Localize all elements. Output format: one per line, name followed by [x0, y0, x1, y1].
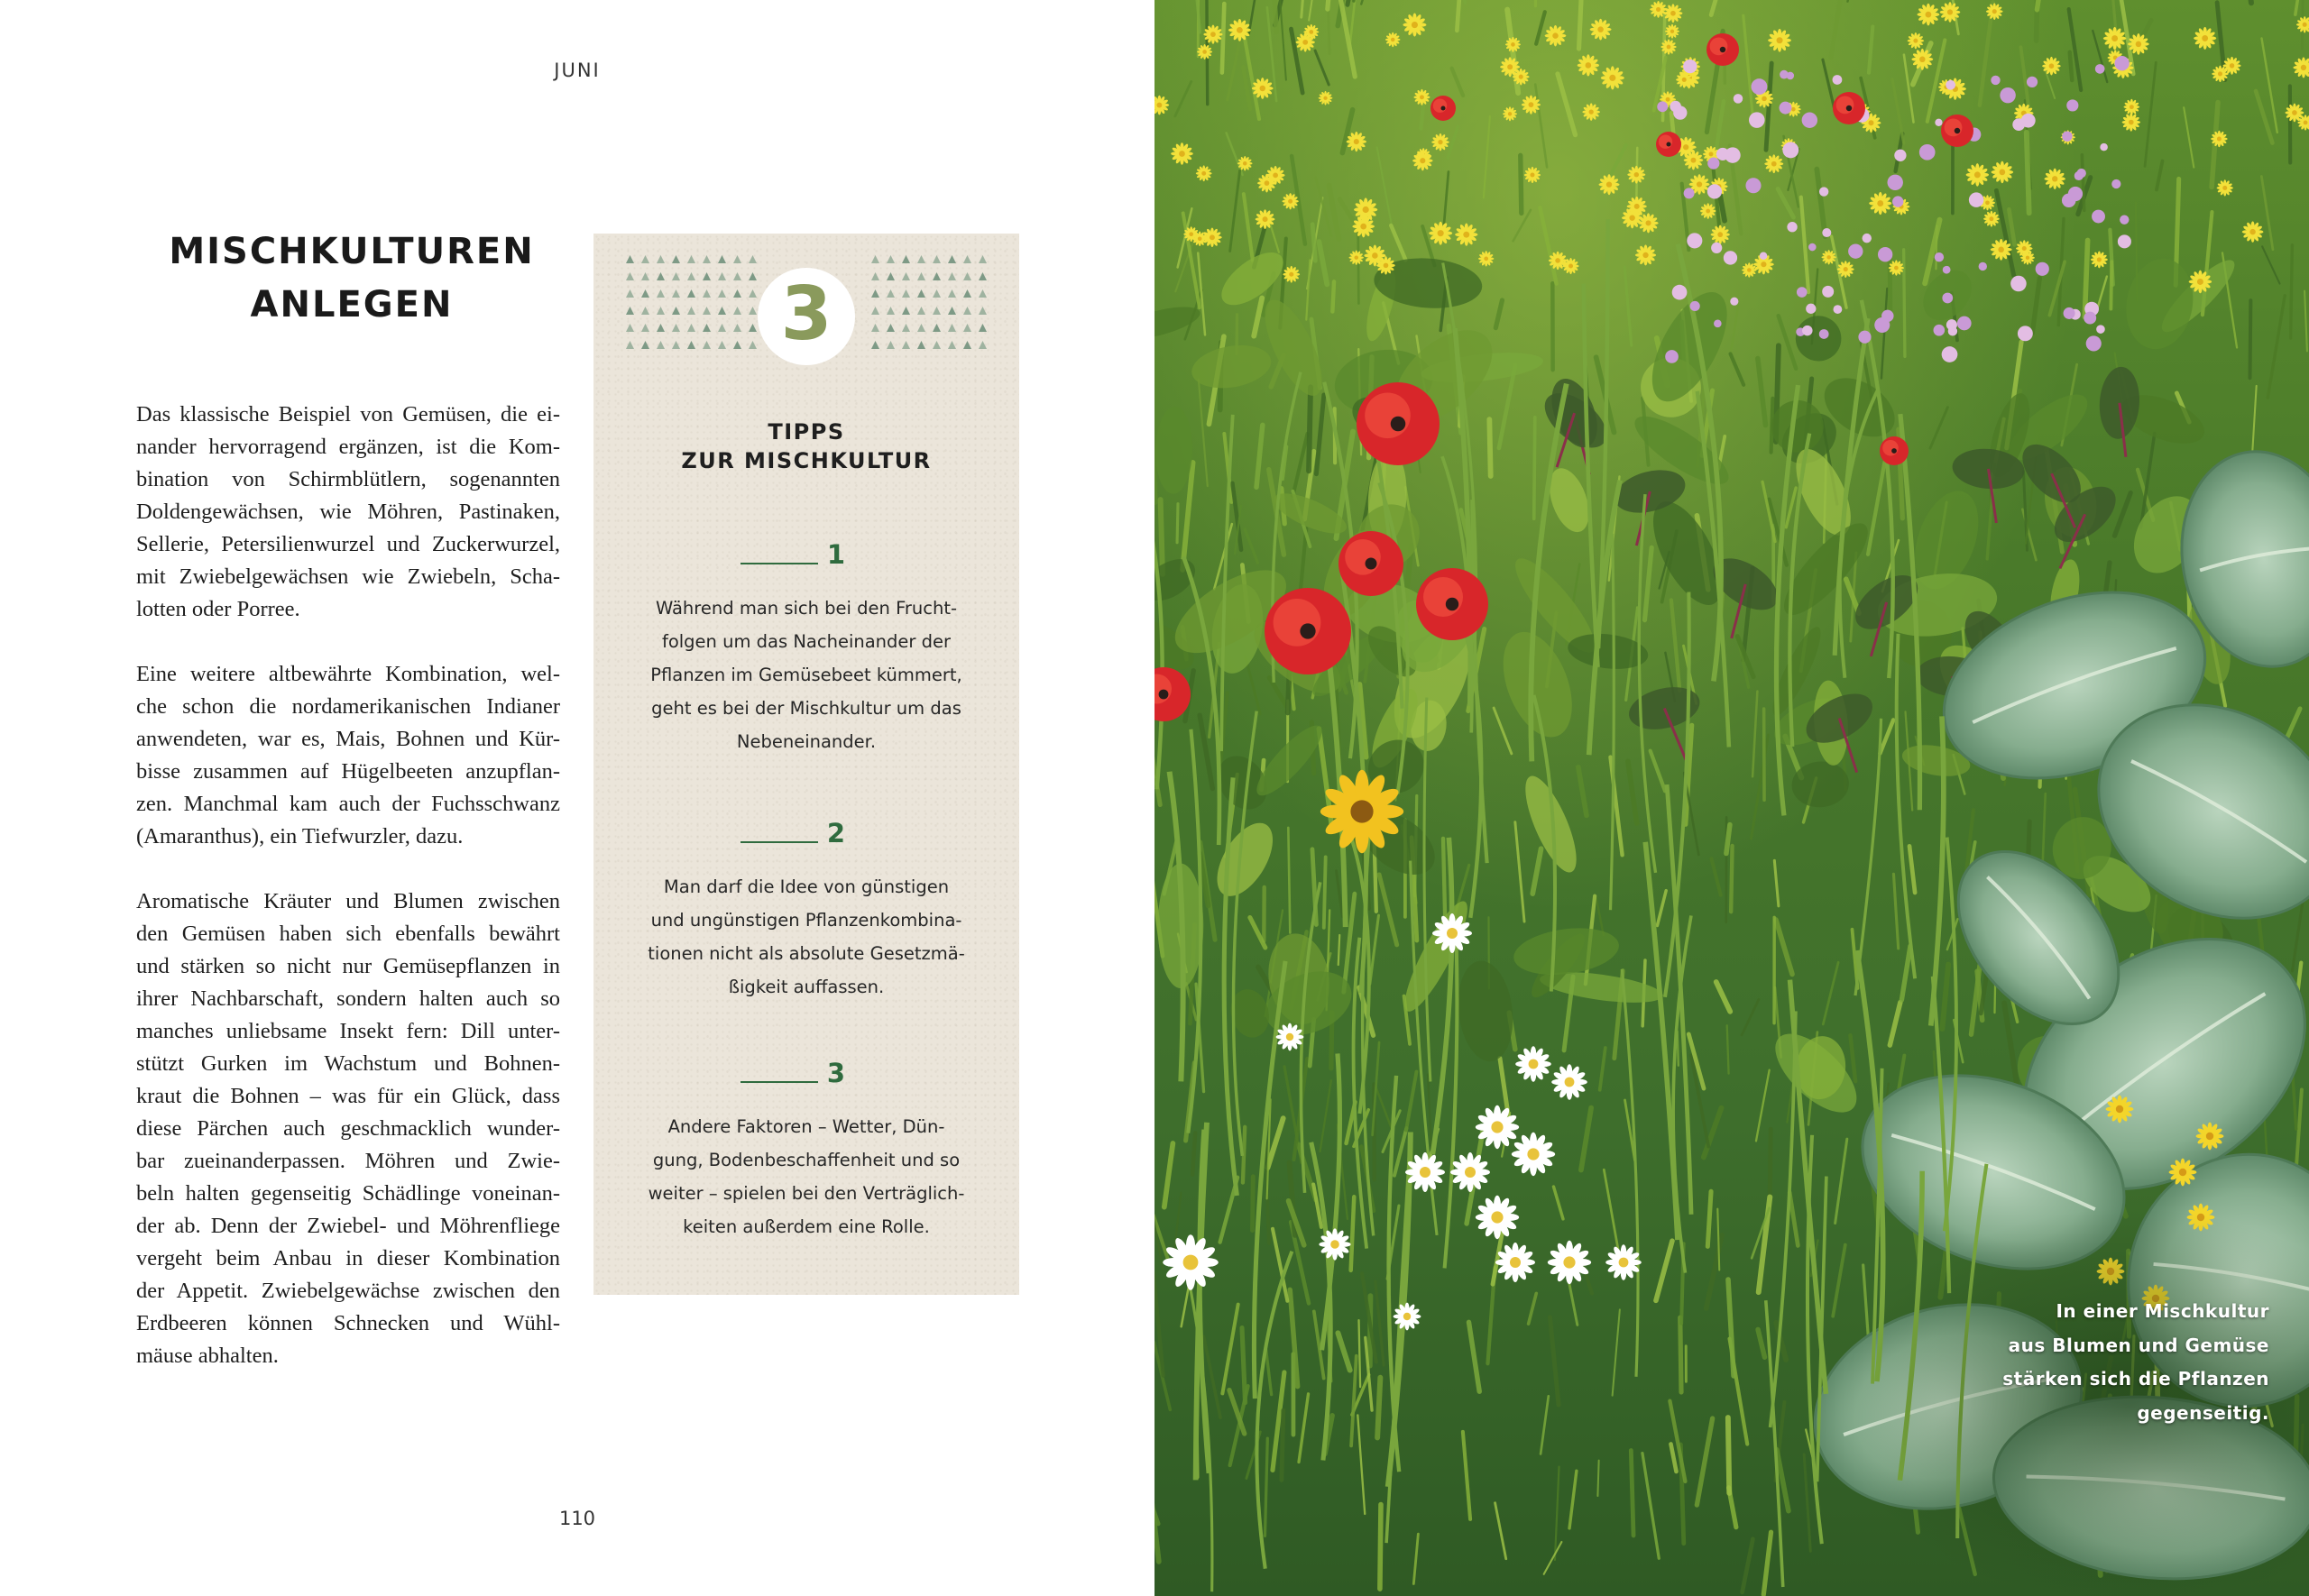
triangle-mark	[979, 307, 987, 315]
triangle-mark	[917, 289, 925, 298]
left-page	[0, 0, 1154, 1596]
tips-title	[593, 417, 1019, 475]
text-line: mäuse abhalten.	[136, 1344, 279, 1368]
triangle-mark	[626, 272, 634, 280]
caption-line: aus Blumen und Gemüse	[2008, 1334, 2269, 1356]
tip-1	[630, 534, 983, 758]
triangle-mark	[687, 255, 695, 263]
triangle-mark	[641, 307, 649, 315]
caption-line: stärken sich die Pflanzen	[2002, 1368, 2269, 1390]
triangle-mark	[626, 255, 634, 263]
triangle-mark	[902, 255, 910, 263]
triangle-mark	[902, 341, 910, 349]
text-line: nander hervorragend ergänzen, ist die Kom-	[136, 435, 560, 459]
triangle-mark	[626, 324, 634, 332]
text-line: der ab. Denn der Zwiebel- und Möhrenfliege	[136, 1214, 560, 1238]
triangle-mark	[917, 255, 925, 263]
triangle-mark	[902, 324, 910, 332]
triangle-mark	[871, 324, 879, 332]
text-line: lotten oder Porree.	[136, 597, 300, 621]
triangle-mark	[902, 289, 910, 298]
triangle-mark	[687, 307, 695, 315]
triangle-mark	[887, 272, 895, 280]
triangle-mark	[933, 289, 941, 298]
caption-line: In einer Mischkultur	[2056, 1300, 2269, 1322]
triangle-mark	[933, 272, 941, 280]
badge-number: 3	[780, 271, 833, 357]
text-line: und stärken so nicht nur Gemüsepflanzen in	[136, 954, 560, 978]
triangle-mark	[703, 289, 711, 298]
triangle-mark	[641, 289, 649, 298]
tip-line: weiter – spielen bei den Verträglich-	[648, 1183, 965, 1204]
tip-line: geht es bei der Mischkultur um das	[651, 698, 961, 719]
tip-rule	[741, 1081, 818, 1083]
paragraph-1	[136, 399, 560, 626]
text-line: den Gemüsen haben sich ebenfalls bewährt	[136, 922, 560, 946]
triangle-mark	[733, 255, 741, 263]
triangle-mark	[933, 324, 941, 332]
triangle-mark	[641, 272, 649, 280]
triangle-mark	[948, 255, 956, 263]
text-line: bar zueinanderpassen. Möhren und Zwie-	[136, 1149, 560, 1173]
triangle-mark	[626, 341, 634, 349]
text-line: Erdbeeren können Schnecken und Wühl-	[136, 1311, 560, 1335]
triangle-mark	[672, 307, 680, 315]
triangle-mark	[657, 255, 665, 263]
text-line: diese Pärchen auch geschmacklich wunder-	[136, 1116, 560, 1141]
paragraph-2	[136, 658, 560, 853]
tip-text	[630, 870, 983, 1004]
triangle-mark	[626, 289, 634, 298]
tip-line: gung, Bodenbeschaffenheit und so	[652, 1150, 961, 1170]
triangle-mark	[703, 341, 711, 349]
text-line: zen. Manchmal kam auch der Fuchsschwanz	[136, 792, 560, 816]
triangle-mark	[948, 307, 956, 315]
tip-line: Während man sich bei den Frucht-	[655, 598, 958, 619]
triangle-mark	[703, 324, 711, 332]
photo-caption	[1890, 1295, 2269, 1430]
tip-number: 3	[826, 1058, 846, 1088]
tip-line: Man darf die Idee von günstigen	[663, 876, 950, 897]
article-title	[135, 225, 568, 332]
right-page	[1154, 0, 2309, 1596]
triangle-mark	[979, 255, 987, 263]
triangle-mark	[871, 255, 879, 263]
triangle-mark	[718, 341, 726, 349]
triangle-mark	[687, 341, 695, 349]
triangle-mark	[687, 324, 695, 332]
triangle-mark	[749, 255, 757, 263]
tip-3	[630, 1052, 983, 1243]
tip-line: folgen um das Nacheinander der	[661, 631, 952, 652]
triangle-mark	[749, 324, 757, 332]
triangle-mark	[733, 307, 741, 315]
triangle-mark	[657, 307, 665, 315]
text-line: mit Zwiebelgewächsen wie Zwiebeln, Scha-	[136, 564, 560, 589]
tip-line: keiten außerdem eine Rolle.	[683, 1216, 930, 1237]
text-line: anwendeten, war es, Mais, Bohnen und Kür-	[136, 727, 560, 751]
triangle-mark	[887, 341, 895, 349]
article-body	[136, 399, 560, 1405]
triangle-mark	[703, 307, 711, 315]
triangle-mark	[672, 324, 680, 332]
triangle-mark	[641, 341, 649, 349]
tip-2	[630, 812, 983, 1004]
tip-line: tionen nicht als absolute Gesetzmä-	[648, 943, 965, 964]
page-number: 110	[558, 1508, 596, 1529]
triangle-mark	[917, 272, 925, 280]
text-line: kraut die Bohnen – was für ein Glück, dass	[136, 1084, 560, 1108]
triangle-mark	[672, 255, 680, 263]
text-line: ihrer Nachbarschaft, sondern halten auch so	[136, 986, 560, 1011]
tip-number: 1	[826, 539, 846, 570]
title-line: ANLEGEN	[250, 284, 454, 326]
triangle-mark	[733, 324, 741, 332]
text-line: Aromatische Kräuter und Blumen zwischen	[136, 889, 560, 913]
triangle-mark	[687, 289, 695, 298]
tip-text	[630, 592, 983, 758]
triangle-mark	[657, 324, 665, 332]
text-line: Eine weitere altbewährte Kombination, wel-	[136, 662, 560, 686]
triangle-mark	[917, 307, 925, 315]
triangle-mark	[887, 324, 895, 332]
triangle-mark	[948, 272, 956, 280]
triangle-mark	[749, 289, 757, 298]
text-line: vergeht beim Anbau in dieser Kombination	[136, 1246, 560, 1270]
triangle-mark	[871, 341, 879, 349]
triangle-mark	[687, 272, 695, 280]
triangle-mark	[871, 289, 879, 298]
caption-line: gegenseitig.	[2137, 1401, 2269, 1424]
triangle-mark	[672, 272, 680, 280]
triangle-mark	[887, 307, 895, 315]
tip-text	[630, 1110, 983, 1243]
triangle-mark	[963, 341, 971, 349]
tip-rule	[741, 563, 818, 564]
triangle-mark	[733, 272, 741, 280]
triangle-mark	[733, 341, 741, 349]
triangle-mark	[979, 341, 987, 349]
triangle-mark	[626, 307, 634, 315]
triangle-mark	[963, 324, 971, 332]
triangle-mark	[917, 341, 925, 349]
triangle-mark	[902, 307, 910, 315]
triangle-mark	[718, 324, 726, 332]
triangle-mark	[902, 272, 910, 280]
triangle-mark	[979, 272, 987, 280]
text-line: che schon die nordamerikanischen Indianer	[136, 694, 560, 719]
triangle-mark	[963, 289, 971, 298]
tip-line: Nebeneinander.	[736, 731, 877, 752]
triangle-mark	[963, 255, 971, 263]
text-line: Doldengewächsen, wie Möhren, Pastinaken,	[136, 500, 560, 524]
triangle-mark	[963, 272, 971, 280]
text-line: beln halten gegenseitig Schädlinge voneinan-	[136, 1181, 560, 1206]
tip-line: Andere Faktoren – Wetter, Dün-	[667, 1116, 945, 1137]
triangle-mark	[871, 272, 879, 280]
triangle-mark	[887, 289, 895, 298]
number-badge	[758, 268, 855, 365]
tips-title-line: ZUR MISCHKULTUR	[681, 448, 932, 473]
triangle-mark	[887, 255, 895, 263]
triangle-mark	[948, 341, 956, 349]
triangle-mark	[963, 307, 971, 315]
triangle-mark	[657, 272, 665, 280]
text-line: stützt Gurken im Wachstum und Bohnen-	[136, 1051, 560, 1076]
tips-title-line: TIPPS	[768, 419, 845, 445]
triangle-mark	[933, 341, 941, 349]
tips-box	[593, 234, 1019, 1295]
tip-line: und ungünstigen Pflanzenkombina-	[650, 910, 962, 931]
triangle-mark	[641, 324, 649, 332]
triangle-mark	[718, 272, 726, 280]
triangle-mark	[917, 324, 925, 332]
text-line: manches unliebsame Insekt fern: Dill unter-	[136, 1019, 560, 1043]
triangle-mark	[948, 324, 956, 332]
triangle-mark	[657, 289, 665, 298]
triangle-mark	[641, 255, 649, 263]
triangle-mark	[979, 289, 987, 298]
triangle-mark	[948, 289, 956, 298]
triangle-mark	[718, 307, 726, 315]
text-line: Das klassische Beispiel von Gemüsen, die ei-	[136, 402, 560, 427]
triangle-mark	[718, 289, 726, 298]
triangle-mark	[979, 324, 987, 332]
triangle-mark	[672, 341, 680, 349]
text-line: bination von Schirmblütlern, sogenannten	[136, 467, 560, 491]
triangle-mark	[657, 341, 665, 349]
text-line: Sellerie, Petersilienwurzel und Zuckerwurzel,	[136, 532, 560, 556]
triangle-mark	[933, 307, 941, 315]
triangle-mark	[749, 272, 757, 280]
triangle-mark	[718, 255, 726, 263]
tip-rule	[741, 841, 818, 843]
triangle-mark	[733, 289, 741, 298]
tip-number: 2	[826, 818, 846, 848]
title-line: MISCHKULTUREN	[169, 231, 535, 272]
paragraph-3	[136, 885, 560, 1372]
text-line: (Amaranthus), ein Tiefwurzler, dazu.	[136, 824, 464, 848]
triangle-mark	[871, 307, 879, 315]
text-line: der Appetit. Zwiebelgewächse zwischen den	[136, 1279, 560, 1303]
triangle-mark	[933, 255, 941, 263]
triangle-mark	[749, 307, 757, 315]
tip-line: Pflanzen im Gemüsebeet kümmert,	[650, 665, 962, 685]
triangle-mark	[672, 289, 680, 298]
triangle-mark	[703, 255, 711, 263]
text-line: bisse zusammen auf Hügelbeeten anzupflan-	[136, 759, 560, 784]
triangle-mark	[749, 341, 757, 349]
running-head: JUNI	[554, 60, 601, 81]
triangle-mark	[703, 272, 711, 280]
tip-line: ßigkeit auffassen.	[728, 977, 885, 997]
